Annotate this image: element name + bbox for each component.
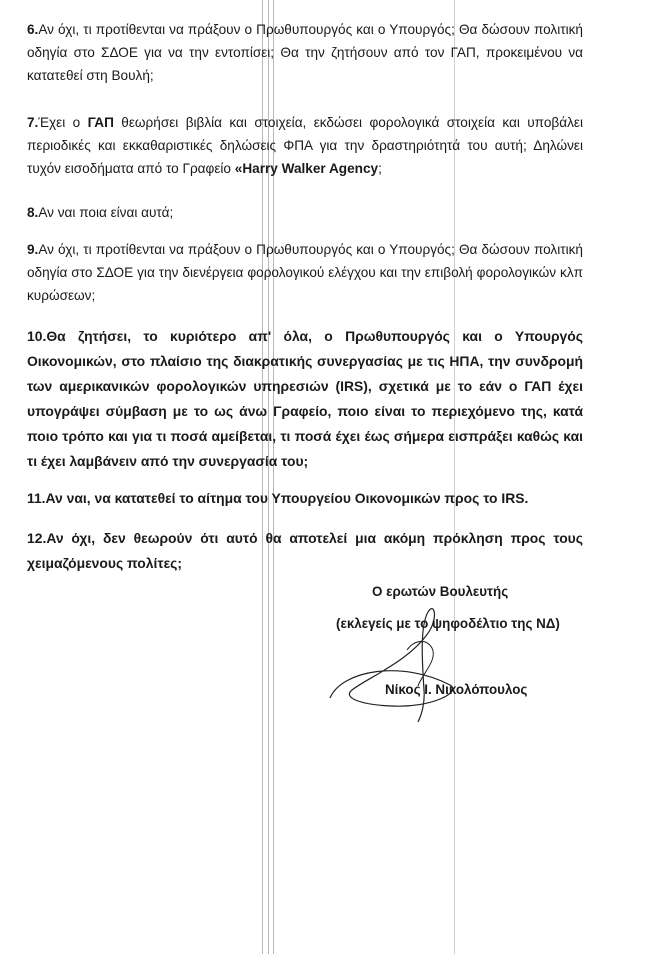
question-text: θεωρήσει βιβλία και στοιχεία, εκδώσει φορολογικά στοιχεία και υποβάλει περιοδικές και εκκαθαριστικές δηλώσεις ΦΠΑ για την δραστηριότητά του αυτή; Δηλώνει τυχόν εισοδήματα από το Γραφείο (27, 115, 583, 176)
question-text: Αν όχι, τι προτίθενται να πράξουν ο Πρωθυπουργός και ο Υπουργός; Θα δώσουν πολιτική οδηγία στο ΣΔΟΕ για την διενέργεια φορολογικού ελέγχου και την επιβολή φορολογικών κλπ κυρώσεων; (27, 242, 583, 303)
signature-role: Ο ερωτών Βουλευτής (372, 584, 509, 599)
signature-party: (εκλεγείς με το ψηφοδέλτιο της ΝΔ) (336, 616, 560, 631)
question-number: 11. (27, 490, 46, 506)
question-12 (27, 526, 583, 576)
question-number: 6. (27, 22, 39, 37)
question-text: Αν ναι, να κατατεθεί το αίτημα του Υπουργείου Οικονομικών προς το IRS. (45, 490, 529, 506)
question-text: Αν όχι, τι προτίθενται να πράξουν ο Πρωθυπουργός και ο Υπουργός; Θα δώσουν πολιτική οδηγία στο ΣΔΟΕ για να την εντοπίσει; Θα την ζητήσουν από τον ΓΑΠ, προκειμένου να κατατεθεί στη Βουλή; (27, 22, 583, 83)
question-10 (27, 324, 583, 474)
question-7 (27, 111, 583, 180)
signature-name: Νίκος Ι. Νικολόπουλος (385, 682, 528, 697)
question-text: Έχει ο (38, 115, 88, 130)
question-text: Αν ναι ποια είναι αυτά; (38, 205, 174, 220)
agency-name: «Harry Walker Agency (234, 161, 379, 176)
question-6 (27, 18, 583, 87)
question-number: 9. (27, 242, 39, 257)
question-text: Θα ζητήσει, το κυριότερο απ' όλα, ο Πρωθυπουργός και ο Υπουργός Οικονομικών, στο πλαίσιο της διακρατικής συνεργασίας με τις ΗΠΑ, την συνδρομή των αμερικανικών φορολογικών υπηρεσιών (IRS), σχετικά με το εάν ο ΓΑΠ έχει υπογράψει σύμβαση με το ως άνω Γραφείο, ποιο είναι το περιεχόμενο της, κατά ποιο τρόπο και για τι ποσά αμείβεται, τι ποσά έχει έως σήμερα εισπράξει καθώς και τι έχει λαμβάνειν από την συνεργασία του; (27, 328, 583, 469)
question-number: 7. (27, 115, 39, 130)
question-number: 8. (27, 205, 39, 220)
question-11 (27, 486, 583, 511)
question-text: Αν όχι, δεν θεωρούν ότι αυτό θα αποτελεί μια ακόμη πρόκληση προς τους χειμαζόμενους πολίτες; (27, 530, 583, 571)
gap-abbreviation: ΓΑΠ (87, 115, 114, 130)
question-number: 10. (27, 328, 47, 344)
question-9 (27, 238, 583, 307)
question-8 (27, 201, 583, 224)
handwritten-signature (322, 590, 462, 730)
question-text: ; (378, 161, 382, 176)
question-number: 12. (27, 530, 47, 546)
